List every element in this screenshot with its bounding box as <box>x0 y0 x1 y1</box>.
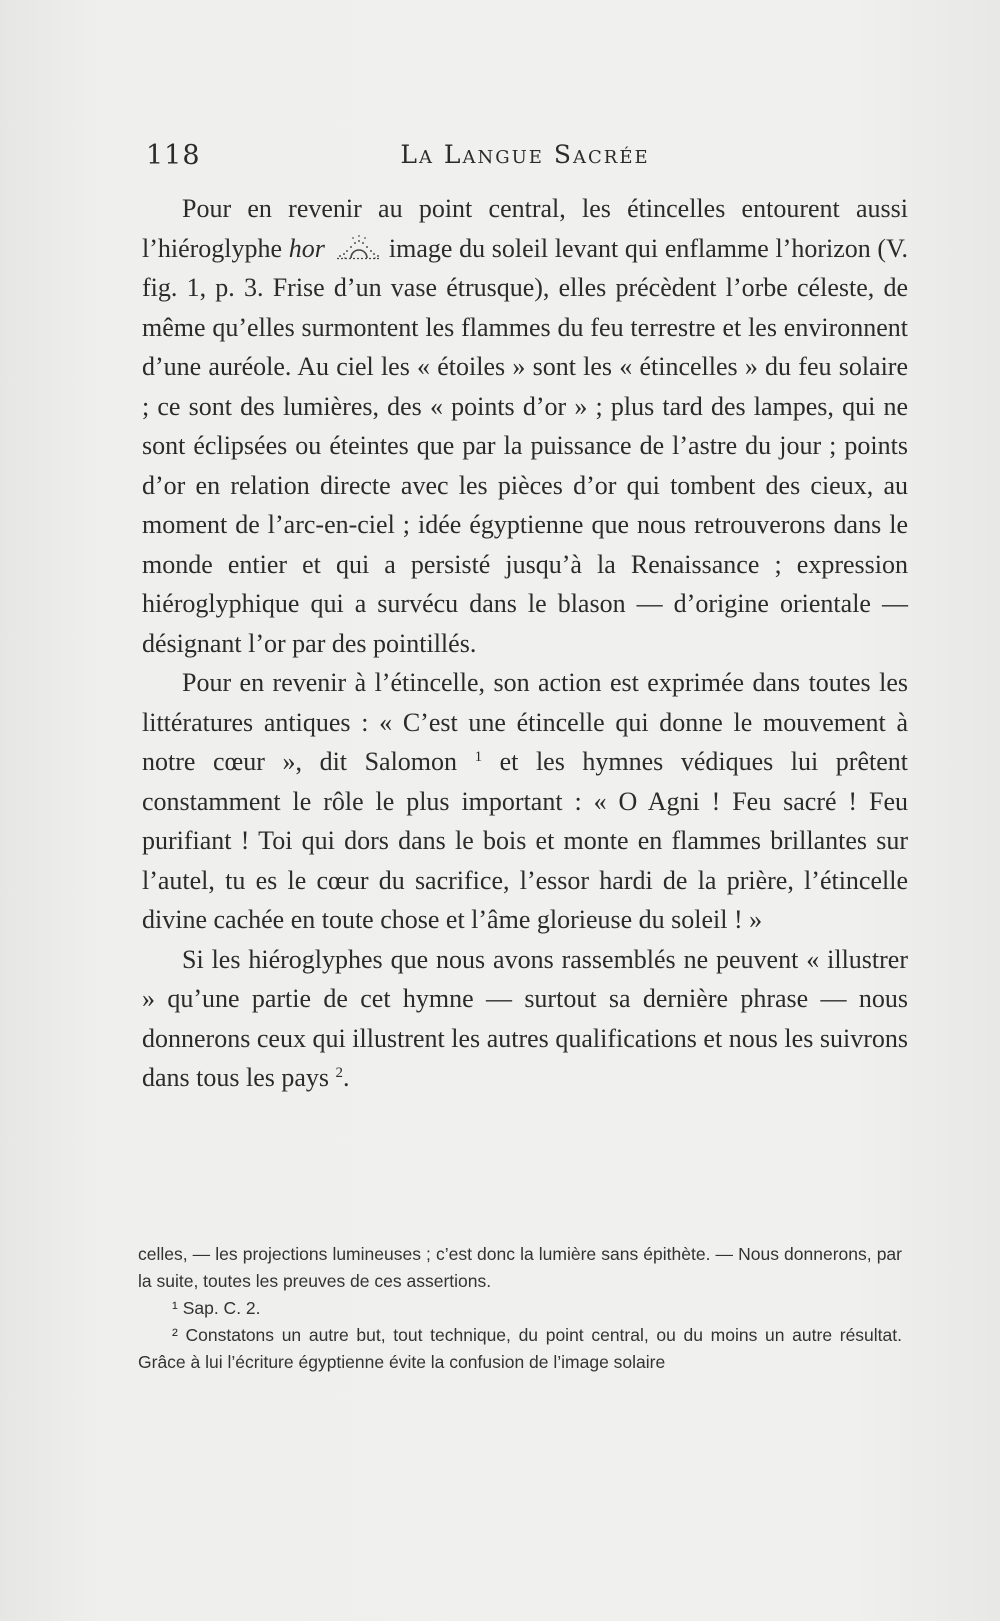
paragraph-3-end: . <box>343 1063 350 1092</box>
footnote-ref-1: 1 <box>474 749 483 765</box>
footnote-1 <box>138 1295 902 1322</box>
paragraph-1 <box>142 189 908 663</box>
page-number: 118 <box>146 140 201 171</box>
paragraph-2 <box>142 663 908 940</box>
footnote-continuation: celles, — les projections lumineuses ; c’est donc la lumière sans épithète. — Nous donnerons, par la suite, toutes les preuves de ces assertions. <box>138 1244 902 1291</box>
footnote-2-mark: ² <box>172 1325 178 1345</box>
footnote-1-text: Sap. C. 2. <box>177 1298 261 1318</box>
paragraph-3 <box>142 940 908 1098</box>
footnote-ref-2: 2 <box>335 1065 344 1081</box>
paragraph-3-start: Si les hiéroglyphes que nous avons rassemblés ne peuvent « illustrer » qu’une partie de cet hymne — surtout sa dernière phrase — nous donnerons ceux qui illustrent les autres qualifications et nous les suivrons dans tous les pays <box>142 944 908 1092</box>
italic-term-hor: hor <box>288 233 325 263</box>
footnotes <box>138 1241 902 1376</box>
paragraph-2-end: et les hymnes védiques lui prêtent constamment le rôle le plus important : « O Agni ! Feu sacré ! Feu purifiant ! Toi qui dors dans le bois et monte en flammes brillantes sur l’autel, tu es le cœur du sacrifice, l’essor hardi de la prière, l’étincelle divine cachée en toute chose et l’âme glorieuse du soleil ! » <box>142 747 908 934</box>
running-title: La Langue Sacrée <box>400 140 650 169</box>
footnote-2 <box>138 1322 902 1376</box>
paragraph-1-end: image du soleil levant qui enflamme l’horizon (V. fig. 1, p. 3. Frise d’un vase étrusque), elles précèdent l’orbe céleste, de même qu’elles surmontent les flammes du feu terrestre et les environnent d’une auréole. Au ciel les « étoiles » sont les « étincelles » du feu solaire ; ce sont des lumières, des « points d’or » ; plus tard des lampes, qui ne sont éclipsées ou éteintes que par la puissance de l’astre du jour ; points d’or en relation directe avec les pièces d’or qui tombent des cieux, au moment de l’arc-en-ciel ; idée égyptienne que nous retrouverons dans le monde entier et qui a persisté jusqu’à la Renaissance ; expression hiéroglyphique qui a survécu dans le blason — d’origine orientale — désignant l’or par des pointillés. <box>142 233 908 658</box>
page-header <box>142 140 908 180</box>
footnote-1-mark: ¹ <box>172 1298 178 1318</box>
paragraph-2-start: Pour en revenir à l’étincelle, son action est exprimée dans toutes les littératures antiques : « C’est une étincelle qui donne le mouvement à notre cœur », dit Salomon <box>142 668 908 776</box>
footnote-2-text: Constatons un autre but, tout technique, du point central, ou du moins un autre résultat. Grâce à lui l’écriture égyptienne évite la confusion de l’image solaire <box>138 1325 902 1372</box>
main-text <box>142 189 908 1098</box>
sunrise-hieroglyph-icon <box>331 234 383 260</box>
paragraph-1-start: Pour en revenir au point central, les étincelles entourent aussi l’hiéroglyphe <box>142 194 908 263</box>
